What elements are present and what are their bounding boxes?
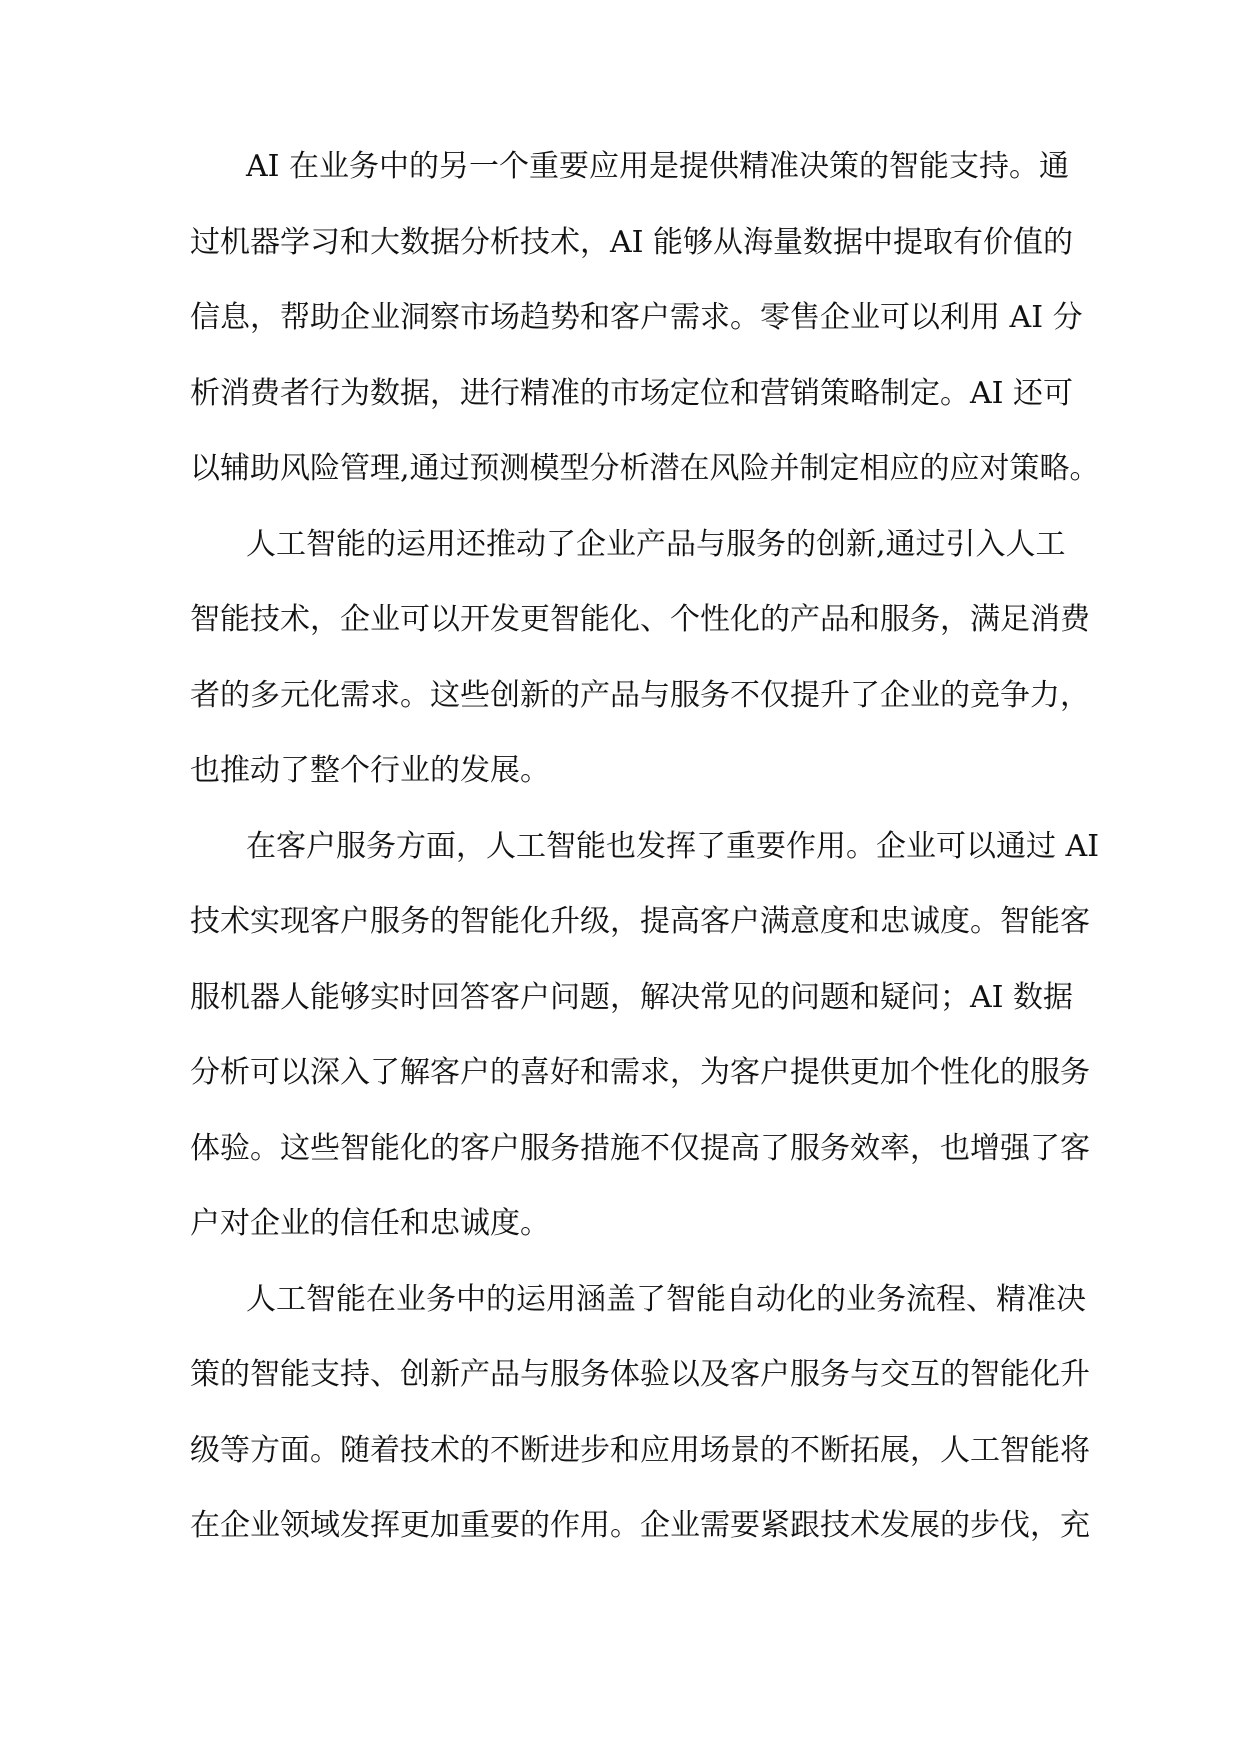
paragraph-line: 技术实现客户服务的智能化升级，提高客户满意度和忠诚度。智能客 [190,904,1090,939]
paragraph-line: 人工智能的运用还推动了企业产品与服务的创新,通过引入人工 [246,526,1066,562]
paragraph-line: 析消费者行为数据，进行精准的市场定位和营销策略制定。AI 还可 [190,375,1074,411]
paragraph-line: 也推动了整个行业的发展。 [190,753,550,788]
paragraph [190,827,1100,1280]
paragraph-line: 级等方面。随着技术的不断进步和应用场景的不断拓展，人工智能将 [190,1432,1090,1468]
paragraph-line: 以辅助风险管理,通过预测模型分析潜在风险并制定相应的应对策略。 [190,451,1100,486]
paragraph-line: 人工智能在业务中的运用涵盖了智能自动化的业务流程、精准决 [246,1281,1086,1317]
paragraph-line: 在企业领域发挥更加重要的作用。企业需要紧跟技术发展的步伐，充 [190,1508,1090,1543]
paragraph [190,1280,1090,1582]
paragraph-line: 过机器学习和大数据分析技术，AI 能够从海量数据中提取有价值的 [190,224,1074,260]
paragraph-line: 服机器人能够实时回答客户问题，解决常见的问题和疑问；AI 数据 [190,979,1074,1015]
paragraph [190,525,1090,827]
paragraph-line: 信息，帮助企业洞察市场趋势和客户需求。零售企业可以利用 AI 分 [190,300,1083,335]
paragraph [190,147,1100,525]
paragraph-line: 分析可以深入了解客户的喜好和需求，为客户提供更加个性化的服务 [190,1055,1090,1090]
paragraph-line: 者的多元化需求。这些创新的产品与服务不仅提升了企业的竞争力， [190,677,1090,713]
paragraph-line: 户对企业的信任和忠诚度。 [190,1206,550,1241]
paragraph-line: AI 在业务中的另一个重要应用是提供精准决策的智能支持。通 [246,149,1070,184]
paragraph-line: 体验。这些智能化的客户服务措施不仅提高了服务效率，也增强了客 [190,1130,1090,1166]
paragraph-line: 智能技术，企业可以开发更智能化、个性化的产品和服务，满足消费 [190,602,1090,637]
paragraph-line: 策的智能支持、创新产品与服务体验以及客户服务与交互的智能化升 [190,1357,1090,1392]
paragraph-line: 在客户服务方面，人工智能也发挥了重要作用。企业可以通过 AI [246,828,1100,864]
document-body [190,147,1100,1582]
